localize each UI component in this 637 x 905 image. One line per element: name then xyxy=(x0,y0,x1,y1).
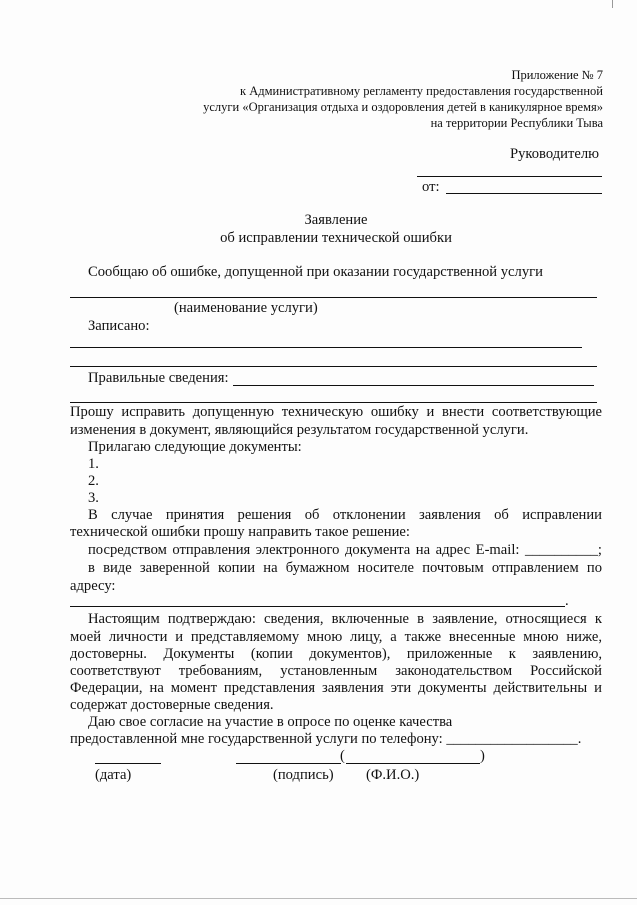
from-label: от: xyxy=(422,179,440,195)
name-paren-open: ( xyxy=(340,748,345,764)
from-name-line[interactable] xyxy=(446,193,602,194)
confirmation-line-5: Федерации, на момент представления заявления эти документы действительны и xyxy=(70,680,602,696)
correct-info-line-2[interactable] xyxy=(70,402,597,403)
correct-info-line-1[interactable] xyxy=(233,385,594,386)
rejection-line-2: технической ошибки прошу направить такое решение: xyxy=(70,524,410,540)
attachment-item-3: 3. xyxy=(88,490,99,506)
confirmation-line-4: соответствуют требованиям, установленным законодательством Российской xyxy=(70,663,602,679)
request-line-2: изменения в документ, являющийся результатом государственной услуги. xyxy=(70,422,529,438)
name-paren-close: ) xyxy=(480,748,485,764)
addressee-name-line[interactable] xyxy=(417,176,602,177)
confirmation-line-6: содержат достоверные сведения. xyxy=(70,697,274,713)
territory: на территории Республики Тыва xyxy=(430,116,603,130)
addressee-to: Руководителю xyxy=(510,146,600,162)
date-line[interactable] xyxy=(95,763,161,764)
signature-caption: (подпись) xyxy=(273,767,334,783)
page-edge-mark xyxy=(612,0,613,8)
date-caption: (дата) xyxy=(95,767,132,783)
rejection-line-1: В случае принятия решения об отклонении заявления об исправлении xyxy=(88,507,602,523)
confirmation-line-2: моей личности и представляемому мною лицу, а также внесенные мною ниже, xyxy=(70,629,602,645)
name-line[interactable] xyxy=(346,763,480,764)
recorded-line-2[interactable] xyxy=(70,366,597,367)
email-option: посредством отправления электронного документа на адрес E-mail: __________; xyxy=(88,542,602,558)
consent-line-2: предоставленной мне государственной услуги по телефону: __________________. xyxy=(70,731,582,747)
signature-line[interactable] xyxy=(236,763,341,764)
confirmation-line-3: достоверны. Документы (копии документов), приложенные к заявлению, xyxy=(70,646,602,662)
document-subtitle: об исправлении технической ошибки xyxy=(220,230,452,246)
attachment-item-1: 1. xyxy=(88,456,99,472)
confirmation-line-1: Настоящим подтверждаю: сведения, включенные в заявление, относящиеся к xyxy=(88,611,602,627)
request-line-1: Прошу исправить допущенную техническую ошибку и внести соответствующие xyxy=(70,404,602,420)
consent-line-1: Даю свое согласие на участие в опросе по оценке качества xyxy=(88,714,453,730)
paper-option-line-2: адресу: xyxy=(70,578,116,594)
correct-info-label: Правильные сведения: xyxy=(88,370,229,386)
recorded-label: Записано: xyxy=(88,318,150,334)
page-bottom-edge xyxy=(0,898,637,899)
full-name-caption: (Ф.И.О.) xyxy=(366,767,420,783)
postal-address-line[interactable] xyxy=(70,606,565,607)
service-name-line[interactable] xyxy=(70,297,597,298)
document-title: Заявление xyxy=(304,212,368,228)
recorded-line-1[interactable] xyxy=(70,347,582,348)
service-name-caption: (наименование услуги) xyxy=(174,300,318,316)
appendix-number: Приложение № 7 xyxy=(511,68,603,82)
paper-option-line-1: в виде заверенной копии на бумажном носителе почтовым отправлением по xyxy=(88,560,602,576)
attachments-label: Прилагаю следующие документы: xyxy=(88,439,302,455)
address-end: . xyxy=(565,593,569,609)
service-name: услуги «Организация отдыха и оздоровления детей в каникулярное время» xyxy=(203,100,603,114)
error-report-intro: Сообщаю об ошибке, допущенной при оказании государственной услуги xyxy=(88,264,543,280)
regulation-reference: к Административному регламенту предоставления государственной xyxy=(240,84,603,98)
attachment-item-2: 2. xyxy=(88,473,99,489)
